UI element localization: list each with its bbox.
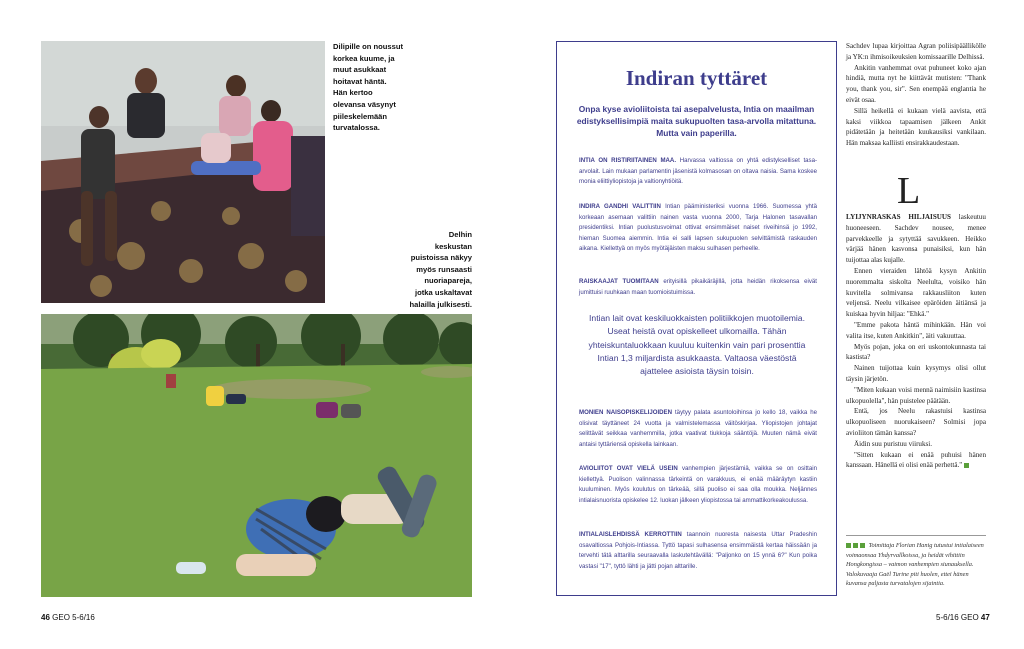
box-paragraph-lead: MONIEN NAISOPISKELIJOIDEN xyxy=(579,409,673,416)
folio-right xyxy=(936,613,990,622)
body-paragraph: Ennen vieraiden lähtöä kysyn Ankitin nuoremmalta siskolta Neelulta, voisiko hän kuvitella solmivansa rakkausliiton kuten veljensä. Neelu vilkaisee epäröiden äitiänsä ja kuiskaa hyvin hiljaa: "Ehkä." xyxy=(846,266,986,319)
box-paragraph xyxy=(579,277,817,298)
caption-line: jotka uskaltavat xyxy=(415,287,472,297)
body-paragraph-text: "Sitten kukaan ei enää puhuisi hänen kanssaan. Hänellä ei olisi enää perhettä." xyxy=(846,450,986,470)
article-column-top xyxy=(846,41,986,149)
page-number: 47 xyxy=(980,613,990,622)
box-paragraph xyxy=(579,202,817,255)
body-paragraph: "Miten kukaan voisi mennä naimisiin kastinsa ulkopuolella", hän puistelee päätään. xyxy=(846,385,986,405)
folio-left xyxy=(41,613,95,622)
box-intro: Onpa kyse avioliitoista tai asepalvelusta, Intia on maailman edistyksellisimpiä maita sukupuolten tasa-arvolla mitattuna. Mutta vain paperilla. xyxy=(576,104,817,138)
caption-line: muut asukkaat xyxy=(333,65,387,75)
box-paragraph-text: vanhempien järjestämiä, vaikka se on osittain kiellettyä. Puolison valinnassa tärkeintä on varakkuus, ei enää määräytyn kastiin kuuluminen. Myös koulutus on tärkeää, sillä puoliso ei saa olla moukka. Neljännes intialaisnuorista opiskelee 12. luokan jälkeen yliopistossa tai ammattikorkeakoulussa. xyxy=(579,465,817,504)
caption-line: halailla julkisesti. xyxy=(409,299,472,309)
caption-line: hoitavat häntä. xyxy=(333,76,387,86)
body-paragraph: Sillä heikellä ei kukaan vielä aavista, että kaksi viikkoa tapaamisen jälkeen Ankit pidätetään ja heitetään kuukausiksi vankilaan. Hän maksaa kalliisti ensirakkaudestaan. xyxy=(846,106,986,148)
box-paragraph-text: erityisillä pikaikäräjillä, jotta heidän rikoksensa eivät jumittuisi ruuhkaan maan tuomioistuimissa. xyxy=(579,278,817,296)
caption-line: myös runsaasti xyxy=(416,264,472,274)
article-column-bottom xyxy=(846,212,986,471)
box-paragraph xyxy=(579,530,817,572)
credit-square-icon xyxy=(853,543,858,548)
box-paragraph-text: taannoin nuoresta naisesta Uttar Pradeshin osavaltiossa Pohjois-Intiassa. Tyttö tapasi sulhasensa ensimmäistä kertaa häissään ja tervehti tätä alttarilla seuraavalla laskutehtävällä: "Paljonko on 15 ynnä 6?" Kun poika vastasi "17", tyttö lähti ja jätti pojan alttarille. xyxy=(579,531,817,570)
credit-square-icon xyxy=(846,543,851,548)
photo-caption-park xyxy=(400,229,472,310)
body-paragraph: Myös pojan, joka on eri uskontokunnasta tai kastista? xyxy=(846,342,986,362)
photo-sick-man xyxy=(41,41,325,303)
body-paragraph: Entä, jos Neelu rakastuisi kastinsa ulkopuoliseen nuorukaiseen? Solmisi jopa avioliiton tämän kanssa? xyxy=(846,407,986,437)
caption-line: piileskelemään xyxy=(333,111,388,121)
body-paragraph: Sachdev lupaa kirjoittaa Agran poliisipäällikölle ja YK:n ihmisoikeuksien komissaarille Delhissä. xyxy=(846,42,986,61)
body-paragraph: Ankitin vanhemmat ovat puhuneet koko ajan hindiä, mutta nyt he kiittävät mutisten: "Thank you, thank you, sir". Sen enempää englantia he eivät osaa. xyxy=(846,63,986,104)
box-paragraph-lead: INTIALAISLEHDISSÄ KERROTTIIN xyxy=(579,531,682,538)
box-paragraph xyxy=(579,408,817,450)
box-paragraph-lead: AVIOLIITOT OVAT VIELÄ USEIN xyxy=(579,465,678,472)
body-paragraph xyxy=(846,212,986,266)
caption-line: turvatalossa. xyxy=(333,123,380,133)
magazine-issue: 5-6/16 GEO xyxy=(936,613,979,622)
caption-line: nuoriapareja, xyxy=(424,276,472,286)
box-paragraph-text: Harvassa valtiossa on yhtä edistykselliset tasa-arvolait. Lain mukaan parlamentin jäsenistä kolmasosan on oltava naisia. Sama koskee monia eliittiyliopistoja ja valtionyhtiöitä. xyxy=(579,157,817,186)
photo-sick-man-drawing xyxy=(41,41,325,303)
page-number: 46 xyxy=(41,613,50,622)
box-pull-quote: Intian lait ovat keskiluokkaisten politiikkojen muotoilemia. Useat heistä ovat opiskelleet ulkomailla. Tähän yhteiskuntaluokkaan kuuluu kuitenkin vain pari prosenttia Intian 1,3 miljardista asukkaasta. Valtaosa väestöstä ajattelee asioista täysin toisin. xyxy=(588,313,806,377)
box-paragraph-text: täytyy palata asuntoloihinsa jo kello 18, vaikka he olisivat täyttäneet 24 vuotta ja valmistelemassa väitöskirjaa. Yliopistojen johtajat selittävät seikkaa vanhemmilla, jotka vaativat tiukkoja sääntöjä. Muuten nämä eivät antaisi tyttäriensä opiskella lainkaan. xyxy=(579,409,817,448)
caption-line: Dilipille on noussut xyxy=(333,42,404,51)
author-credit xyxy=(846,541,986,589)
credit-square-icon xyxy=(860,543,865,548)
body-paragraph: "Emme pakota häntä mihinkään. Hän voi valita itse, kuten Ankitkin", äiti vakuuttaa. xyxy=(846,320,986,340)
body-paragraph: Nainen tuijottaa kuin kysymys olisi ollut täysin järjetön. xyxy=(846,364,986,383)
photo-caption-top xyxy=(333,41,413,134)
body-paragraph xyxy=(846,450,986,472)
box-paragraph xyxy=(579,156,817,188)
caption-line: olevansa väsynyt xyxy=(333,99,396,109)
section-lead-words: LYIJYNRASKAS HILJAISUUS xyxy=(846,213,951,221)
caption-line: keskustan xyxy=(434,241,472,251)
box-paragraph-lead: INTIA ON RISTIRIITAINEN MAA. xyxy=(579,157,677,164)
caption-line: puistoissa näkyy xyxy=(410,253,472,263)
box-paragraph xyxy=(579,464,817,506)
sidebar-box xyxy=(556,41,837,596)
credit-divider xyxy=(846,535,986,536)
body-paragraph: Äidin suu puristuu viiruksi. xyxy=(854,439,933,448)
end-mark-icon xyxy=(964,463,969,468)
box-paragraph-lead: RAISKAAJAT TUOMITAAN xyxy=(579,278,659,285)
photo-park-couples xyxy=(41,314,472,597)
box-paragraph-text: Intian pääministeriksi vuonna 1966. Suomessa yhtä korkeaan asemaan valittiin nainen vasta vuonna 2000, Tarja Halonen tasavallan presidentiksi. Intian puolustusvoimat ottivat ensimmäiset naiset riveihinsä jo 1992, hieman Suomea aiemmin. Intia ei salli lapsen sukupuolen selvittämistä raskauden aikana. Kiellettyä on myös myötäjäisten maksu sulhasen perheelle. xyxy=(579,203,817,253)
caption-line: korkea kuume, ja xyxy=(333,53,395,63)
caption-line: Hän kertoo xyxy=(333,88,373,98)
section-lead-text: laskeutuu huoneeseen. Sachdev nousee, menee parvekkeelle ja sytyttää savukkeen. Heikko värjää hänen kasvonsa punaisiksi, kun hän tuijottaa alas kujalle. xyxy=(846,213,986,265)
caption-line: Delhin xyxy=(448,230,472,239)
box-title: Indiran tyttäret xyxy=(625,66,768,90)
credit-text: Toimittaja Florian Hanig tutustui intialaiseen voimaonsaa Yhdyrvallkoissa, ja heidät vihittiin Hongkongissa – vaimon vanhempien siunauksella. Valokuvaaja Gaël Turine piti huolen, ettei hänen kuvansa paljasta turvatalojen sijaintia. xyxy=(846,542,984,588)
magazine-issue: GEO 5-6/16 xyxy=(52,613,95,622)
box-paragraph-lead: INDIRA GANDHI VALITTIIN xyxy=(579,203,661,210)
drop-cap: L xyxy=(897,170,921,212)
photo-park-couples-drawing xyxy=(41,314,472,597)
